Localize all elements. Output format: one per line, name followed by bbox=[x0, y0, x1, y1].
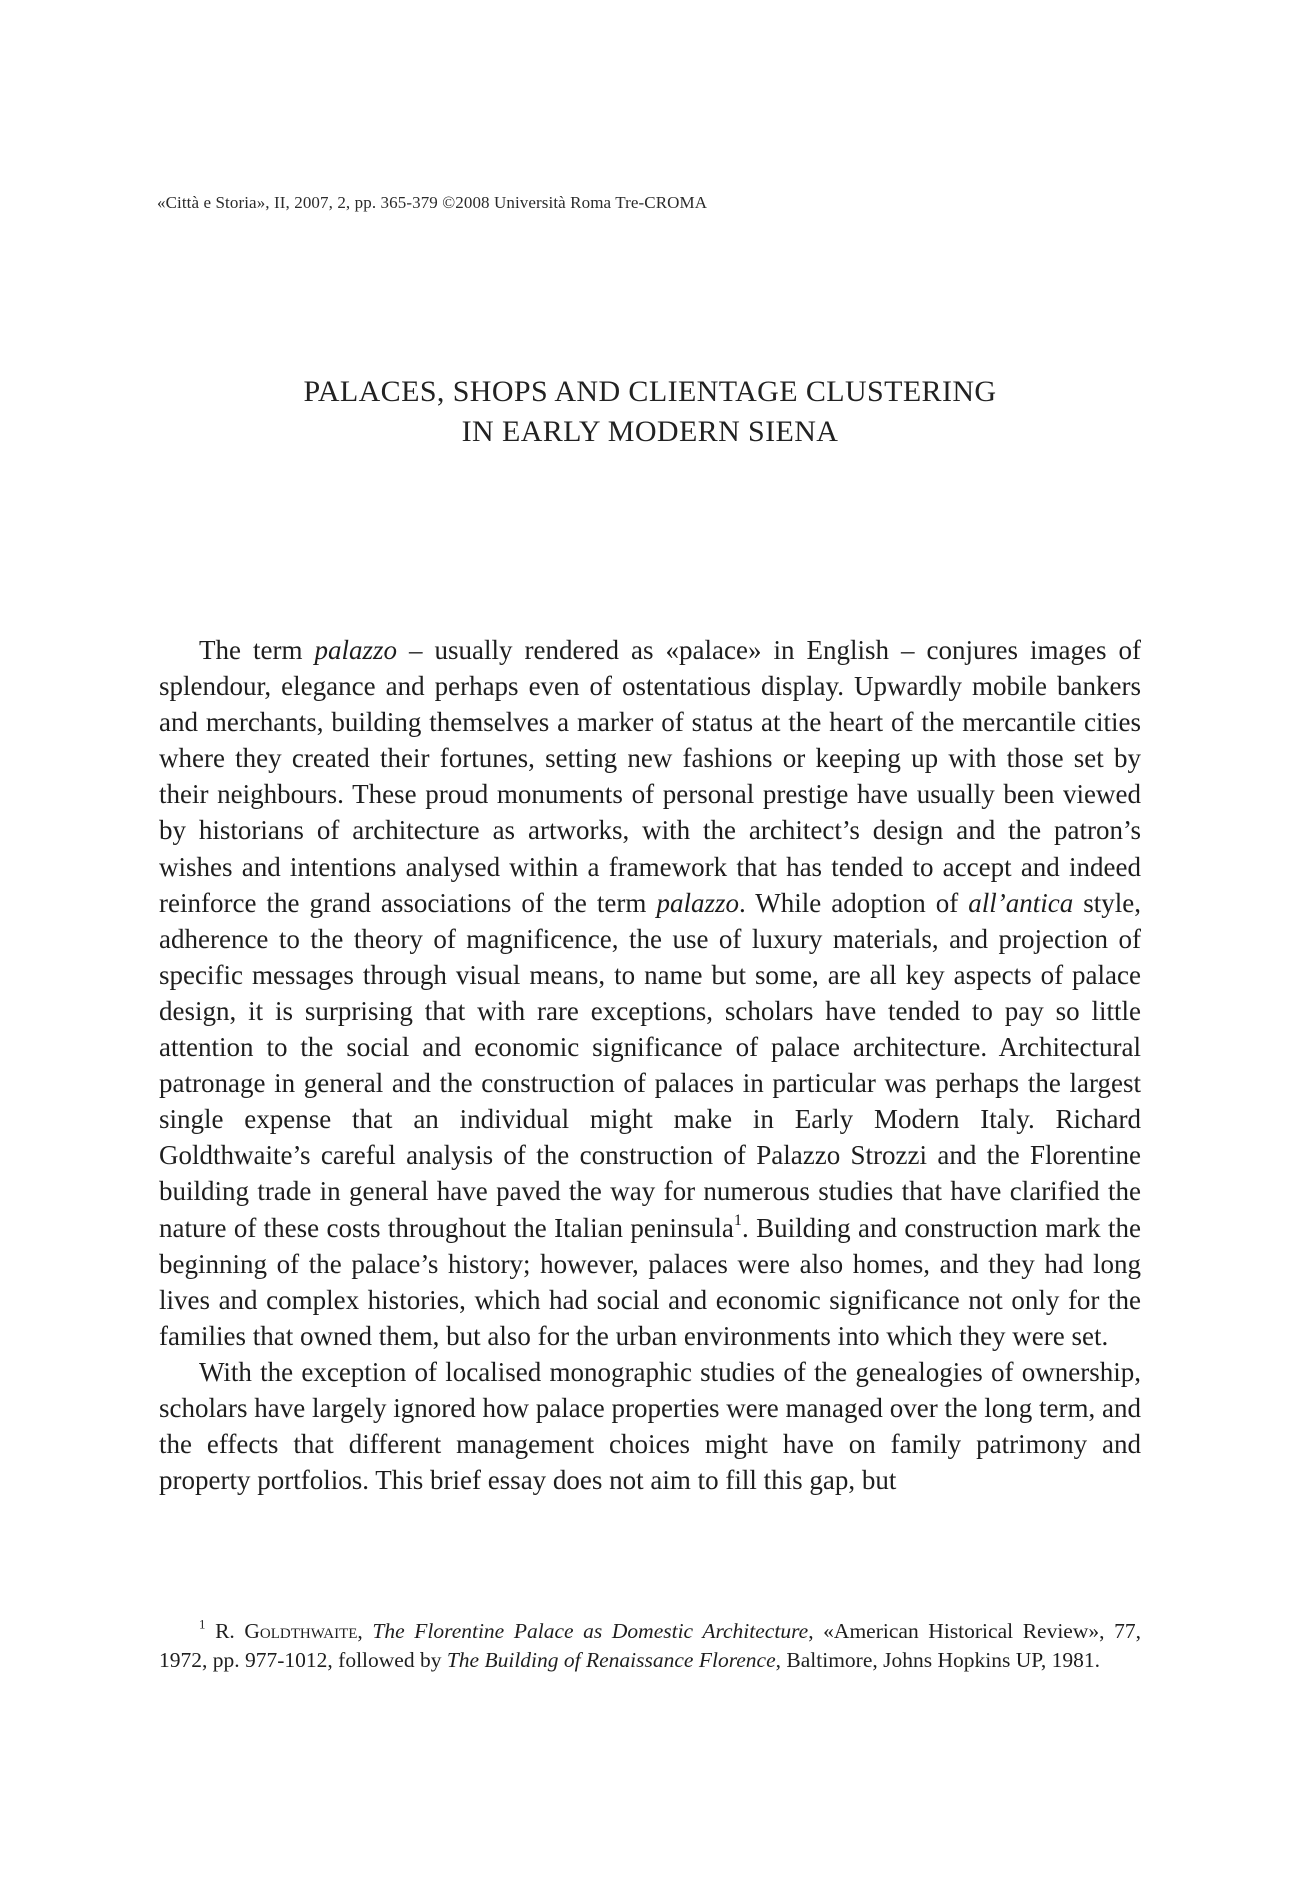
footnote-number: 1 bbox=[199, 1617, 206, 1632]
footnote-1: $^1$ R. Goldthwaite, The Florentine Palace as Domestic Architecture, «American Historical Review», 77, 1972, pp. 977-1012, followed by The Building of Renaissance Florence, Baltimore, Johns Hopkins UP, 1981. bbox=[159, 1617, 1141, 1672]
footnote-author: Goldthwaite bbox=[244, 1619, 358, 1643]
footnotes bbox=[159, 1617, 1141, 1675]
running-head: «Città e Storia», II, 2007, 2, pp. 365-379 ©2008 Università Roma Tre-CROMA bbox=[157, 193, 708, 212]
body-paragraph-2: With the exception of localised monographic studies of the genealogies of ownership, scholars have largely ignored how palace properties were managed over the long term, and the effects that different management choices might have on family patrimony and property portfolios. This brief essay does not aim to fill this gap, but bbox=[159, 1356, 1141, 1496]
footnote-marker: 1 bbox=[733, 1210, 742, 1229]
article-title bbox=[0, 372, 1300, 452]
article-title-line-1: PALACES, SHOPS AND CLIENTAGE CLUSTERING bbox=[303, 375, 997, 408]
body-paragraph-1: The term palazzo – usually rendered as «palace» in English – conjures images of splendour, elegance and perhaps even of ostentatious display. Upwardly mobile bankers and merchants, building themselves a marker of status at the heart of the mercantile cities where they created their fortunes, setting new fashions or keeping up with those set by their neighbours. These proud monuments of personal prestige have usually been viewed by historians of architecture as artworks, with the architect’s design and the patron’s wishes and intentions analysed within a framework that has tended to accept and indeed reinforce the grand associations of the term palazzo. While adoption of all’antica style, adherence to the theory of magnificence, the use of luxury materials, and projection of specific messages through visual means, to name but some, are all key aspects of palace design, it is surprising that with rare exceptions, scholars have tended to pay so little attention to the social and economic significance of palace architecture. Architectural patronage in general and the construction of palaces in particular was perhaps the largest single expense that an individual might make in Early Modern Italy. Richard Goldthwaite’s careful analysis of the construction of Palazzo Strozzi and the Florentine building trade in general have paved the way for numerous studies that have clarified the nature of these costs throughout the Italian peninsula$^1$. Building and construction mark the beginning of the palace’s history; however, palaces were also homes, and they had long lives and complex histories, which had social and economic significance not only for the families that owned them, but also for the urban environments into which they were set. bbox=[159, 635, 1141, 1351]
article-title-line-2: IN EARLY MODERN SIENA bbox=[461, 415, 839, 448]
article-body bbox=[159, 632, 1141, 1498]
